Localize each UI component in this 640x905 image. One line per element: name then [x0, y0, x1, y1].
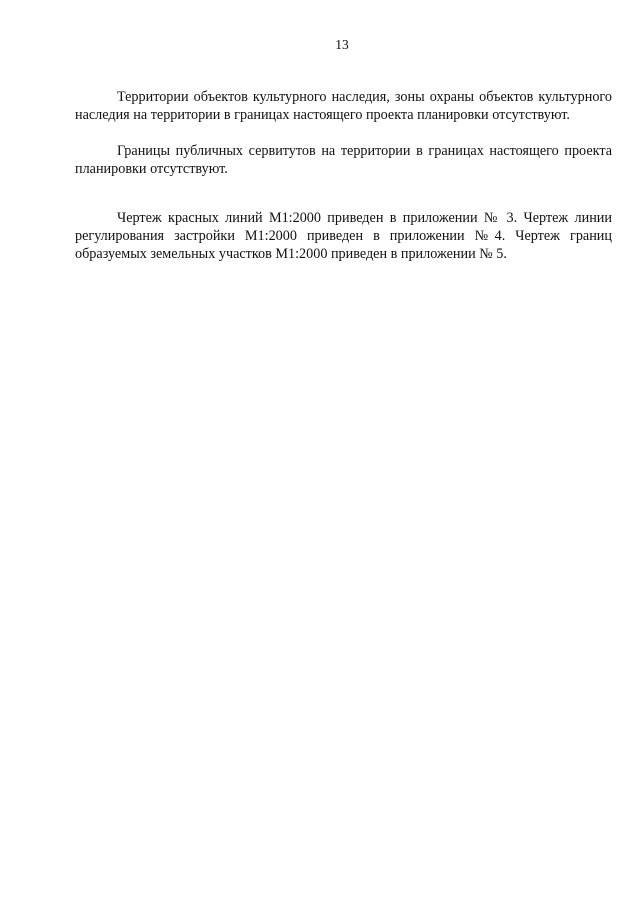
page-number: 13 — [335, 37, 349, 52]
paragraph-public-servitudes: Границы публичных сервитутов на территории в границах настоящего проекта планировки отсутствуют. — [75, 143, 612, 177]
paragraph-drawings-appendices: Чертеж красных линий М1:2000 приведен в приложении № 3. Чертеж линии регулирования застройки М1:2000 приведен в приложении №4. Чертеж границ образуемых земельных участков М1:2000 приведен в приложении № 5. — [75, 210, 612, 262]
paragraph-cultural-heritage: Территории объектов культурного наследия, зоны охраны объектов культурного наследия на территории в границах настоящего проекта планировки отсутствуют. — [75, 89, 612, 123]
